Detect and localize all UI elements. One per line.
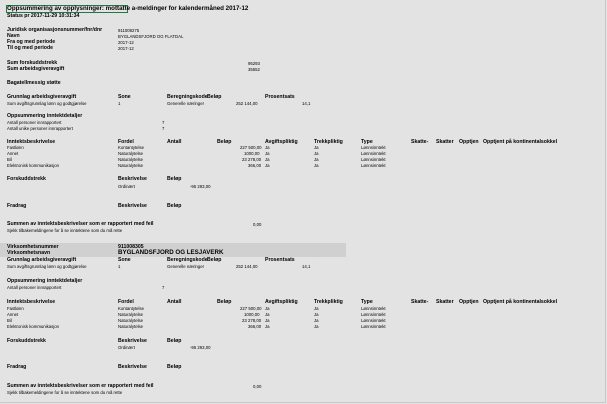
table-header: Forskuddstrekk xyxy=(7,338,46,344)
table-header: Forskuddstrekk xyxy=(7,176,46,182)
table-cell: Ja xyxy=(265,145,270,150)
table-header: Opptjent på kontinentalsokkel xyxy=(483,139,558,145)
table-header: Type xyxy=(361,299,373,305)
org-label: Juridisk organisasjonsnummer/fnr/dnr xyxy=(7,27,103,33)
table-header: Type xyxy=(361,139,373,145)
table-cell: Bil xyxy=(7,318,12,323)
org-label: Navn xyxy=(7,33,20,39)
table-header: Beløp xyxy=(167,364,182,370)
table-cell: 7 xyxy=(162,120,165,125)
table-cell: Ja xyxy=(265,324,270,329)
table-header: Beløp xyxy=(207,94,222,100)
table-header: Grunnlag arbeidsgiveravgift xyxy=(7,257,77,263)
table-header: Inntektsbeskrivelse xyxy=(7,299,56,305)
table-cell: Kontantytelse xyxy=(118,145,145,150)
table-cell: Naturalytelse xyxy=(118,312,144,317)
table-cell: 7 xyxy=(162,285,165,290)
table-cell: 252 144,00 xyxy=(236,101,258,106)
error-sum-label: Summen av inntektsbeskrivelser som er rapportert med feil xyxy=(7,221,154,227)
table-cell: Bil xyxy=(7,157,12,162)
org-value: 911008275 xyxy=(118,28,140,33)
table-cell: Generelle næringer xyxy=(167,101,205,106)
table-header: Beskrivelse xyxy=(118,203,147,209)
business-value: 911008305 xyxy=(118,244,144,250)
table-header: Fordel xyxy=(118,139,134,145)
org-value: BYGLANDSFJORD OG FLATDAL xyxy=(118,34,184,39)
table-cell: Generelle næringer xyxy=(167,264,205,269)
table-cell: 252 144,00 xyxy=(236,264,258,269)
table-header: Inntektsbeskrivelse xyxy=(7,139,56,145)
table-cell: 23 278,00 xyxy=(242,318,262,323)
table-cell: Naturalytelse xyxy=(118,163,144,168)
table-cell: Naturalytelse xyxy=(118,157,144,162)
hint-text: Sjekk tilbakemeldingene for å se inntektene som du må rette xyxy=(7,390,123,395)
table-cell: Ja xyxy=(265,306,270,311)
table-cell: Naturalytelse xyxy=(118,151,144,156)
table-cell: Ja xyxy=(314,145,319,150)
table-cell: 14,1 xyxy=(302,101,311,106)
table-cell: 1 xyxy=(118,264,121,269)
table-header: Avgiftspliktig xyxy=(265,299,298,305)
table-cell: Antall personer innrapportert xyxy=(7,285,62,290)
table-header: Beregningskode xyxy=(167,257,208,263)
table-cell: Antall personer innrapportert xyxy=(7,120,62,125)
table-header: Opptjent på kontinentalsokkel xyxy=(483,299,558,305)
table-cell: Ja xyxy=(265,163,270,168)
sum-label: Sum arbeidsgiveravgift xyxy=(7,66,65,72)
table-cell: Antall unike personer innrapportert xyxy=(7,126,73,131)
report-status: Status pr 2017-11-29 10:31:34 xyxy=(7,13,80,19)
org-label: Til og med periode xyxy=(7,45,54,51)
table-cell: Lønnsinntekt xyxy=(361,157,386,162)
table-cell: 23 278,00 xyxy=(242,157,262,162)
table-header: Beløp xyxy=(167,203,182,209)
error-sum-value: 0,00 xyxy=(253,222,262,227)
table-cell: Lønnsinntekt xyxy=(361,151,386,156)
table-cell: Lønnsinntekt xyxy=(361,163,386,168)
error-sum-label: Summen av inntektsbeskrivelser som er rapportert med feil xyxy=(7,383,154,389)
table-cell: Ja xyxy=(265,157,270,162)
table-header: Skatte- xyxy=(411,299,429,305)
error-sum-value: 0,00 xyxy=(253,384,262,389)
table-header: Beløp xyxy=(167,176,182,182)
table-header: Prosentsats xyxy=(265,257,295,263)
table-cell: Lønnsinntekt xyxy=(361,318,386,323)
table-cell: 14,1 xyxy=(302,264,311,269)
org-value: 2017-12 xyxy=(118,40,134,45)
table-cell: Lønnsinntekt xyxy=(361,324,386,329)
table-header: Sone xyxy=(118,94,131,100)
sum-label: Sum forskuddstrekk xyxy=(7,60,58,66)
table-cell: Fastlønn xyxy=(7,145,24,150)
business-label: Virksomhetsnavn xyxy=(7,250,51,256)
sum-value: 35552 xyxy=(248,67,260,72)
table-cell: Elektronisk kommunikasjon xyxy=(7,163,60,168)
table-cell: Ordinært xyxy=(118,345,135,350)
table-cell: Ja xyxy=(314,306,319,311)
table-cell: 366,00 xyxy=(248,324,262,329)
table-cell: Ja xyxy=(265,312,270,317)
section-heading: Oppsummering inntektdetaljer xyxy=(7,113,83,119)
table-cell: 366,00 xyxy=(248,163,262,168)
table-cell: 227 500,00 xyxy=(240,306,262,311)
table-cell: Ja xyxy=(314,312,319,317)
sum-value: 95293 xyxy=(248,61,260,66)
report-title: Oppsummering av opplysninger: mottatte a-meldinger for kalendermåned 2017-12 xyxy=(7,5,249,12)
section-heading: Bagatellmessig støtte xyxy=(7,80,61,86)
table-cell: -95 293,00 xyxy=(190,345,211,350)
table-header: Beskrivelse xyxy=(118,364,147,370)
table-cell: Sum avgiftsgrunnlag lønn og godtgjørelse xyxy=(7,101,87,106)
table-cell: Ja xyxy=(314,157,319,162)
table-cell: Ja xyxy=(314,163,319,168)
org-label: Fra og med periode xyxy=(7,39,56,45)
table-header: Beregningskode xyxy=(167,94,208,100)
table-header: Fradrag xyxy=(7,364,27,370)
table-cell: Ja xyxy=(314,151,319,156)
table-header: Skatter xyxy=(436,299,454,305)
table-cell: Ja xyxy=(314,318,319,323)
table-header: Avgiftspliktig xyxy=(265,139,298,145)
table-header: Sone xyxy=(118,257,131,263)
table-header: Antall xyxy=(167,139,182,145)
table-header: Opptjen xyxy=(459,299,479,305)
table-header: Beløp xyxy=(217,299,232,305)
table-header: Antall xyxy=(167,299,182,305)
table-header: Beskrivelse xyxy=(118,176,147,182)
hint-text: Sjekk tilbakemeldingene for å se inntektene som du må rette xyxy=(7,228,123,233)
table-header: Grunnlag arbeidsgiveravgift xyxy=(7,94,77,100)
table-cell: Lønnsinntekt xyxy=(361,306,386,311)
table-cell: -95 293,00 xyxy=(190,184,211,189)
table-header: Fordel xyxy=(118,299,134,305)
table-cell: Naturalytelse xyxy=(118,324,144,329)
table-header: Prosentsats xyxy=(265,94,295,100)
table-header: Trekkpliktig xyxy=(314,299,343,305)
table-cell: 7 xyxy=(162,126,165,131)
table-header: Beløp xyxy=(167,338,182,344)
business-label: Virksomhetsnummer xyxy=(7,244,59,250)
table-header: Fradrag xyxy=(7,203,27,209)
table-cell: Ja xyxy=(265,151,270,156)
table-cell: Ordinært xyxy=(118,184,135,189)
table-cell: Elektronisk kommunikasjon xyxy=(7,324,60,329)
business-value: BYGLANDSFJORD OG LESJAVERK xyxy=(118,249,224,256)
table-cell: Lønnsinntekt xyxy=(361,312,386,317)
table-cell: Fastlønn xyxy=(7,306,24,311)
table-cell: 1000,00 xyxy=(244,151,260,156)
table-cell: 227 500,00 xyxy=(240,145,262,150)
table-cell: 1000,00 xyxy=(244,312,260,317)
table-cell: Sum avgiftsgrunnlag lønn og godtgjørelse xyxy=(7,264,87,269)
table-cell: Kontantytelse xyxy=(118,306,145,311)
table-cell: Ja xyxy=(265,318,270,323)
table-header: Skatte- xyxy=(411,139,429,145)
table-cell: Ja xyxy=(314,324,319,329)
table-cell: Naturalytelse xyxy=(118,318,144,323)
table-cell: 1 xyxy=(118,101,121,106)
table-cell: Lønnsinntekt xyxy=(361,145,386,150)
org-value: 2017-12 xyxy=(118,46,134,51)
table-header: Beløp xyxy=(217,139,232,145)
table-header: Beskrivelse xyxy=(118,338,147,344)
table-header: Skatter xyxy=(436,139,454,145)
table-cell: Annet xyxy=(7,312,19,317)
table-header: Trekkpliktig xyxy=(314,139,343,145)
table-cell: Annet xyxy=(7,151,19,156)
table-header: Opptjen xyxy=(459,139,479,145)
section-heading: Oppsummering inntektdetaljer xyxy=(7,278,83,284)
table-header: Beløp xyxy=(207,257,222,263)
